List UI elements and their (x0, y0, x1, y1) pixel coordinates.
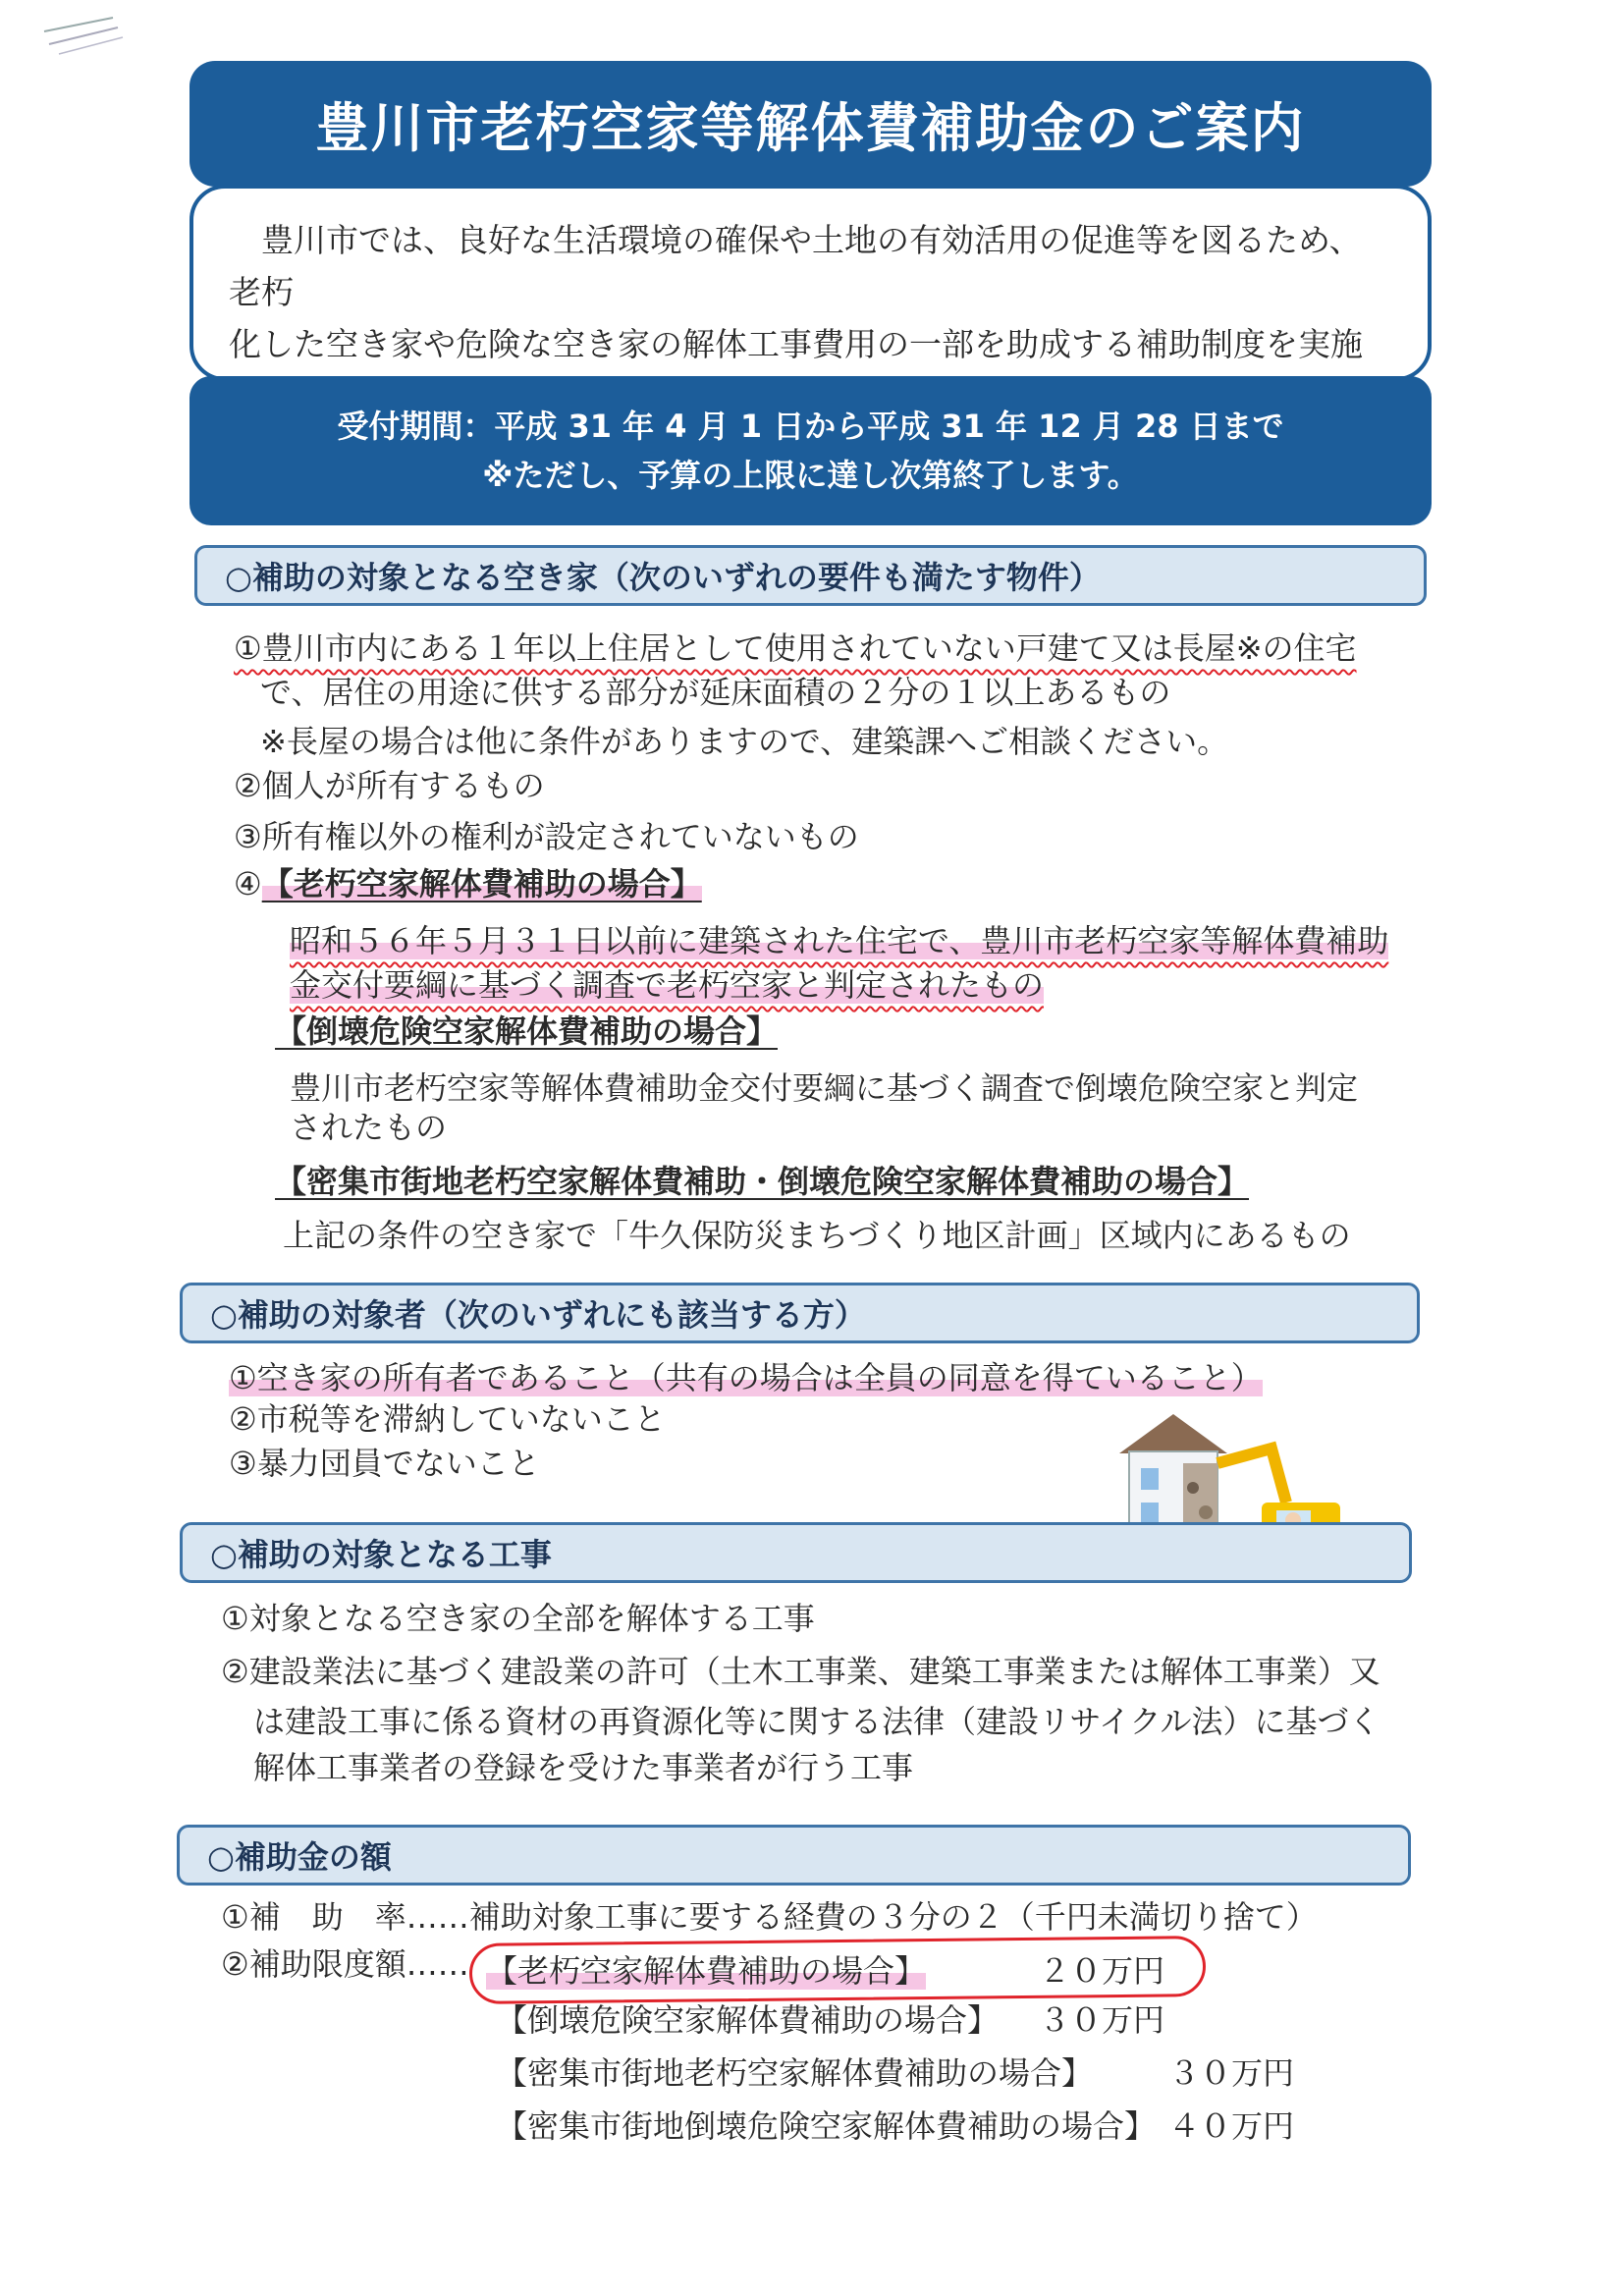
period-text: 受付期間：平成 31 年 4 月 1 日から平成 31 年 12 月 28 日まで (337, 408, 1284, 445)
list-item (229, 1358, 1263, 1397)
heading-text: ○補助の対象となる工事 (210, 1536, 552, 1573)
limit-label-text: 【老朽空家解体費補助の場合】 (486, 1952, 927, 1990)
title-banner (189, 61, 1432, 187)
item-text: ①空き家の所有者であること（共有の場合は全員の同意を得ていること） (229, 1359, 1263, 1396)
heading-text: ○補助の対象となる空き家（次のいずれの要件も満たす物件） (225, 559, 1101, 596)
list-item (234, 864, 702, 903)
limit-value: ３０万円 (1039, 2001, 1165, 2039)
subheading (275, 1011, 778, 1051)
list-item: ③暴力団員でないこと (229, 1445, 540, 1482)
item-text: ①豊川市内にある１年以上住居として使用されていない戸建て又は長屋※の住宅 (234, 629, 1357, 667)
limit-value: ３０万円 (1168, 2054, 1295, 2092)
item-text: 上記の条件の空き家で「牛久保防災まちづくり地区計画」区域内にあるもの (283, 1217, 1351, 1254)
period-note: ※ただし、予算の上限に達し次第終了します。 (482, 457, 1139, 494)
subheading-text: 【倒壊危険空家解体費補助の場合】 (275, 1012, 779, 1050)
item-text: 豊川市老朽空家等解体費補助金交付要綱に基づく調査で倒壊危険空家と判定 (290, 1069, 1359, 1107)
intro-line: 化した空き家や危険な空き家の解体工事費用の一部を助成する補助制度を実施 (229, 325, 1363, 363)
list-item: で、居住の用途に供する部分が延床面積の２分の１以上あるもの (260, 674, 1171, 711)
subheading: 【老朽空家解体費補助の場合】 (261, 865, 702, 902)
heading-text: ○補助の対象者（次のいずれにも該当する方） (210, 1296, 866, 1334)
item-text: されたもの (290, 1109, 448, 1146)
limit-label-item: 【密集市街地老朽空家解体費補助の場合】 (496, 2054, 1094, 2092)
limit-label-item: 【密集市街地倒壊危険空家解体費補助の場合】 (496, 2107, 1157, 2145)
page-title: 豊川市老朽空家等解体費補助金のご案内 (315, 96, 1306, 159)
text: 昭和５６年５月３１日以前に建築された住宅で、豊川市老朽空家等解体費補助 (290, 922, 1389, 959)
subheading-text: 【密集市街地老朽空家解体費補助・倒壊危険空家解体費補助の場合】 (275, 1163, 1250, 1200)
list-item: ②建設業法に基づく建設業の許可（土木工事業、建築工事業または解体工事業）又 (221, 1653, 1380, 1690)
item-text (290, 921, 1388, 960)
note-text: ※長屋の場合は他に条件がありますので、建築課へご相談ください。 (260, 723, 1229, 760)
heading-text: ○補助金の額 (207, 1838, 392, 1876)
intro-box (189, 185, 1432, 381)
section-heading-amount (177, 1825, 1411, 1886)
list-item: ②個人が所有するもの (234, 767, 545, 804)
section-heading-target-work (180, 1522, 1412, 1583)
list-item (234, 629, 1357, 668)
item-number: ④ (234, 865, 262, 902)
list-item: ②市税等を滞納していないこと (229, 1400, 666, 1438)
rate-label: ①補 助 率…… (221, 1898, 469, 1936)
list-item: は建設工事に係る資材の再資源化等に関する法律（建設リサイクル法）に基づく (253, 1703, 1380, 1740)
limit-label-item (486, 1946, 926, 1992)
item-text (290, 965, 1044, 1005)
limit-value: ２０万円 (1039, 1952, 1165, 1990)
list-item: ①対象となる空き家の全部を解体する工事 (221, 1600, 815, 1637)
section-heading-target-house (194, 545, 1427, 606)
list-item: ③所有権以外の権利が設定されていないもの (234, 818, 859, 855)
section-heading-target-person (180, 1283, 1420, 1343)
rate-row (221, 1897, 1318, 1937)
limit-label-item: 【倒壊危険空家解体費補助の場合】 (496, 2001, 1000, 2039)
scan-mark (39, 10, 128, 69)
subheading (275, 1162, 1249, 1201)
list-item: 解体工事業者の登録を受けた事業者が行う工事 (253, 1749, 914, 1786)
limit-value: ４０万円 (1168, 2107, 1295, 2145)
rate-text: 補助対象工事に要する経費の３分の２（千円未満切り捨て） (468, 1898, 1318, 1936)
intro-line: 豊川市では、良好な生活環境の確保や土地の有効活用の促進等を図るため、老朽 (229, 221, 1362, 311)
period-banner (189, 376, 1432, 525)
limit-label: ②補助限度額…… (221, 1945, 469, 1983)
text: 金交付要綱に基づく調査で老朽空家と判定されたもの (290, 966, 1045, 1004)
